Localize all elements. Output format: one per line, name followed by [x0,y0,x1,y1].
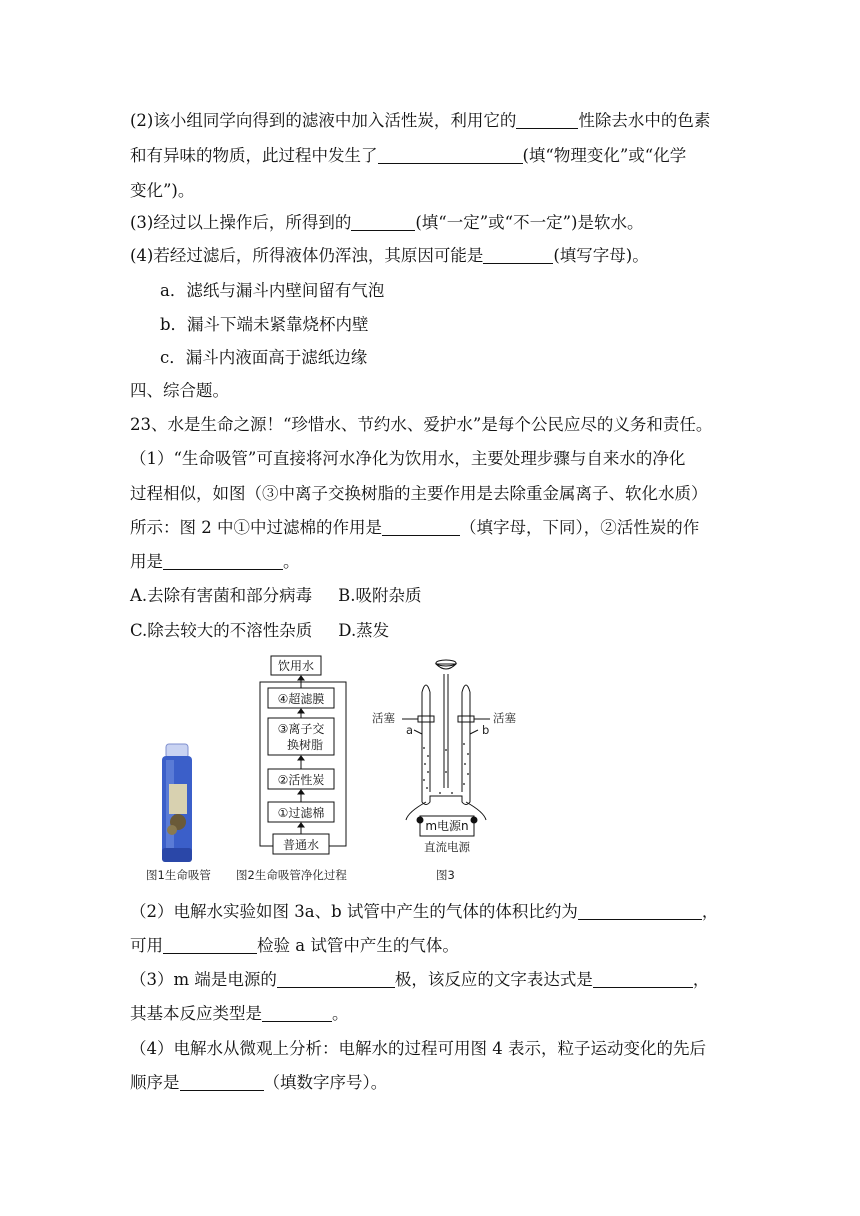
q23-s1-line1: （1）“生命吸管”可直接将河水净化为饮用水，主要处理步骤与自来水的净化 [130,449,686,468]
flow-step3-a: ③离子交 [277,722,325,736]
q23-blank-ratio[interactable] [578,904,702,920]
q23-s2-text-b: ， [701,902,719,921]
q2-text-2: 性除去水中的色素 [578,111,711,130]
flow-step1: ①过滤棉 [277,806,325,820]
q4-option-c: c．漏斗内液面高于滤纸边缘 [160,348,368,367]
q23-s3-line1 [130,970,709,990]
fig1-life-straw [146,744,211,882]
q23-intro: 23、水是生命之源！“珍惜水、节约水、爱护水”是每个公民应尽的义务和责任。 [130,415,713,434]
flow-output: 饮用水 [277,659,315,673]
q2-blank-1[interactable] [516,113,578,129]
stopcock-left-label: 活塞 [372,711,395,725]
q2-text-3: 和有异味的物质，此过程中发生了 [130,146,378,165]
q3-line [130,213,644,233]
q23-blank-equation[interactable] [593,972,693,988]
q4-text-1: (4)若经过滤后，所得液体仍浑浊，其原因可能是 [130,246,484,265]
tube-a-label: a [406,723,414,737]
fig3-caption: 图3 [436,868,455,882]
q2-text-1: (2)该小组同学向得到的滤液中加入活性炭，利用它的 [130,111,517,130]
q2-line1 [130,111,710,131]
q23-option-d: D.蒸发 [338,621,390,640]
q23-s3-text-b: 极，该反应的文字表达式是 [394,970,593,989]
figure [140,652,560,892]
q2-text-4: (填“物理变化”或“化学 [522,146,687,165]
q23-s1-line2: 过程相似，如图（③中离子交换树脂的主要作用是去除重金属离子、软化水质） [130,484,708,503]
power-label: m电源n [425,819,469,833]
q4-option-b: b．漏斗下端未紧靠烧杯内壁 [160,315,369,334]
q4-line [130,246,649,266]
flow-input: 普通水 [282,838,320,852]
q23-s2-text-c: 可用 [130,936,163,955]
q23-blank-order[interactable] [180,1075,264,1091]
q23-s1-text-b: （填字母，下同），②活性炭的作 [460,518,700,537]
q23-s3-line2 [130,1004,349,1024]
dc-power-label: 直流电源 [424,840,470,854]
q23-s2-text-a: （2）电解水实验如图 3a、b 试管中产生的气体的体积比约为 [130,902,578,921]
q2-blank-2[interactable] [378,148,523,164]
q23-option-a: A.去除有害菌和部分病毒 [130,586,313,605]
q23-blank-carbon[interactable] [163,554,283,570]
q23-s4-line2 [130,1073,387,1093]
fig3-electrolysis [402,660,490,836]
q3-text-2: (填“一定”或“不一定”)是软水。 [415,213,644,232]
q3-text-1: (3)经过以上操作后，所得到的 [130,213,352,232]
q4-option-a: a．滤纸与漏斗内壁间留有气泡 [160,281,385,300]
fig2-caption: 图2生命吸管净化过程 [236,868,347,882]
q23-s3-text-d: 其基本反应类型是 [130,1004,262,1023]
q4-text-2: (填写字母)。 [553,246,649,265]
q23-options-ab [130,586,422,606]
q23-s3-text-a: （3）m 端是电源的 [130,970,277,989]
q23-s1-text-c: 用是 [130,552,163,571]
q23-s2-text-d: 检验 a 试管中产生的气体。 [257,936,459,955]
flow-step3-b: 换树脂 [286,738,324,752]
section-heading: 四、综合题。 [130,381,229,400]
q2-line2 [130,146,686,166]
q2-line3 [130,181,194,201]
q23-blank-filter[interactable] [382,520,460,536]
q23-option-c: C.除去较大的不溶性杂质 [130,621,313,640]
fig1-caption: 图1生命吸管 [146,868,211,882]
q23-s2-line2 [130,936,459,956]
fig2-flow [260,656,346,854]
q23-options-cd [130,621,389,641]
q23-blank-reaction-type[interactable] [262,1006,332,1022]
q23-s1-text-a: 所示：图 2 中①中过滤棉的作用是 [130,518,382,537]
q23-s1-text-d: 。 [283,552,300,571]
q2-text-5: 变化”)。 [130,181,195,200]
q4-blank[interactable] [483,248,553,264]
q23-s4-text-b: （填数字序号）。 [263,1073,388,1092]
q23-blank-electrode[interactable] [277,972,395,988]
q23-s3-text-c: ， [692,970,710,989]
q23-s2-line1 [130,902,718,922]
q23-option-b: B.吸附杂质 [338,586,422,605]
q23-s4-line1: （4）电解水从微观上分析：电解水的过程可用图 4 表示，粒子运动变化的先后 [130,1039,706,1058]
q23-blank-test[interactable] [163,938,257,954]
flow-step4: ④超滤膜 [277,692,325,706]
flow-step2: ②活性炭 [277,773,325,787]
stopcock-right-label: 活塞 [493,711,516,725]
q23-s3-text-e: 。 [332,1004,349,1023]
q23-s1-line4 [130,552,300,572]
q3-blank[interactable] [351,215,415,231]
tube-b-label: b [482,723,490,737]
q23-s4-text-a: 顺序是 [130,1073,180,1092]
q23-s1-line3 [130,518,699,538]
figure-svg [140,652,560,892]
